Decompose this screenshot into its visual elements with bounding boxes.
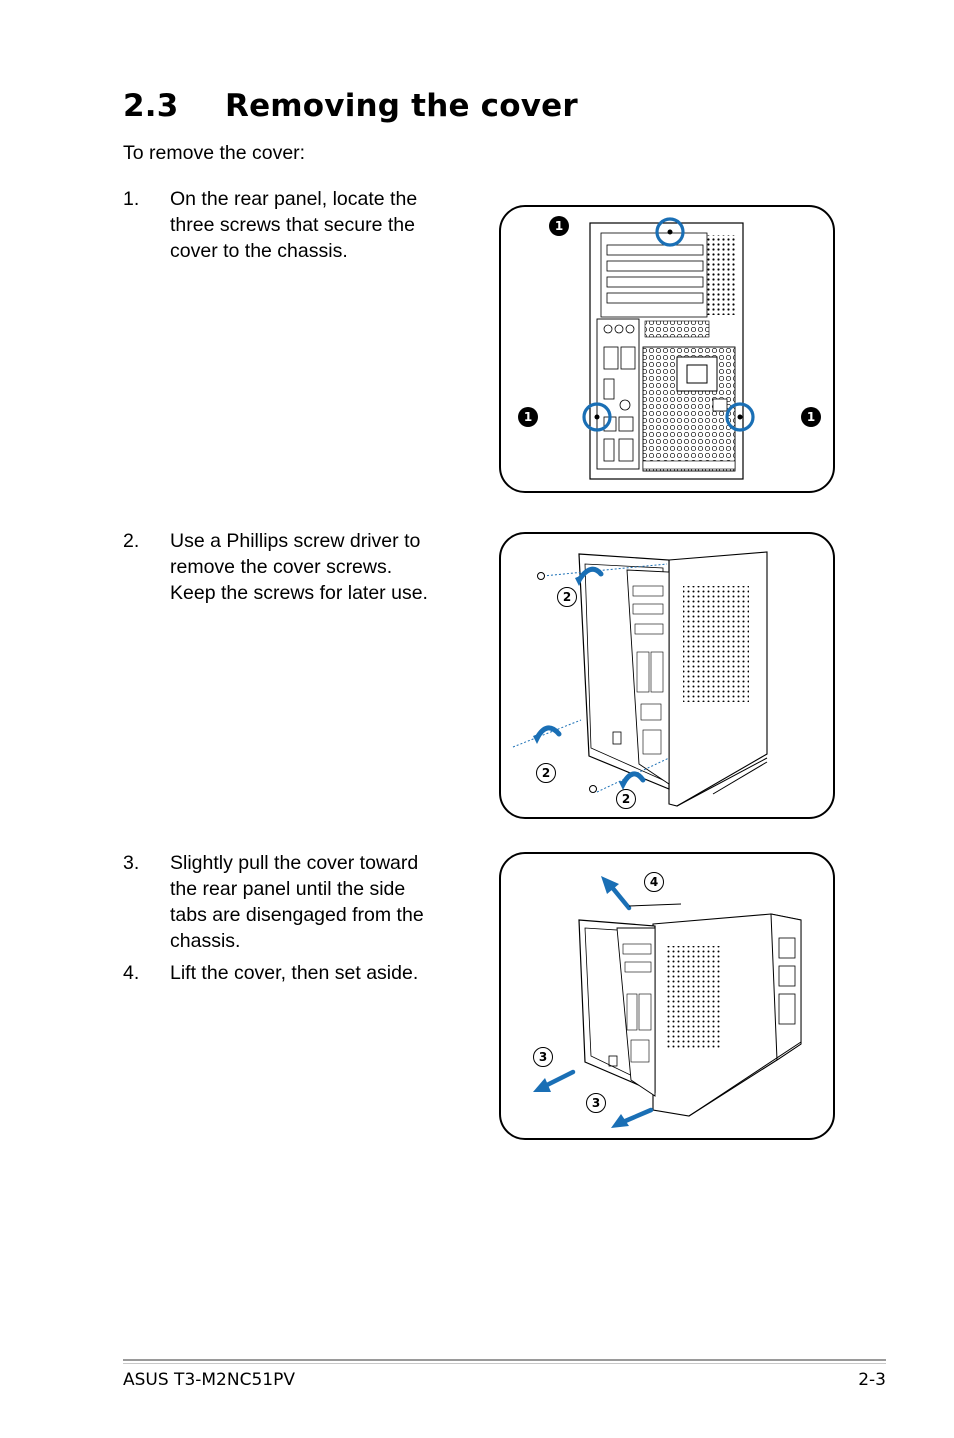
step-line: the rear panel until the side (170, 878, 406, 900)
callout-badge: 2 (536, 763, 556, 783)
step-line: cover to the chassis. (170, 240, 348, 262)
step-text (170, 960, 470, 986)
rear-panel-illustration (501, 207, 837, 495)
step-line: three screws that secure the (170, 214, 415, 236)
step-line: Use a Phillips screw driver to (170, 530, 421, 552)
callout-badge: 3 (586, 1093, 606, 1113)
callout-badge: 1 (549, 216, 569, 236)
figure-rear-panel (499, 205, 835, 493)
figure-lift-cover (499, 852, 835, 1140)
step-number: 3. (123, 852, 140, 874)
step-number: 4. (123, 962, 140, 984)
footer-page-number: 2-3 (858, 1370, 886, 1390)
callout-badge: 2 (557, 587, 577, 607)
section-title: Removing the cover (225, 88, 578, 124)
callout-badge: 1 (518, 407, 538, 427)
step-text (170, 186, 470, 264)
step-number: 1. (123, 188, 140, 210)
callout-badge: 3 (533, 1047, 553, 1067)
step-line: remove the cover screws. (170, 556, 393, 578)
callout-badge: 4 (644, 872, 664, 892)
section-number: 2.3 (123, 88, 179, 124)
footer-divider (123, 1363, 886, 1364)
lift-cover-illustration (501, 854, 837, 1142)
step-text (170, 528, 470, 606)
step-number: 2. (123, 530, 140, 552)
intro-text: To remove the cover: (123, 142, 306, 164)
step-line: Lift the cover, then set aside. (170, 962, 419, 984)
footer-product-name: ASUS T3-M2NC51PV (123, 1370, 295, 1390)
step-line: On the rear panel, locate the (170, 188, 418, 210)
step-line: Keep the screws for later use. (170, 582, 428, 604)
step-line: Slightly pull the cover toward (170, 852, 419, 874)
section-heading (123, 88, 578, 124)
step-line: tabs are disengaged from the (170, 904, 424, 926)
figure-remove-screws (499, 532, 835, 819)
step-line: chassis. (170, 930, 241, 952)
footer-divider (123, 1359, 886, 1361)
step-text (170, 850, 470, 954)
callout-badge: 2 (616, 789, 636, 809)
callout-badge: 1 (801, 407, 821, 427)
